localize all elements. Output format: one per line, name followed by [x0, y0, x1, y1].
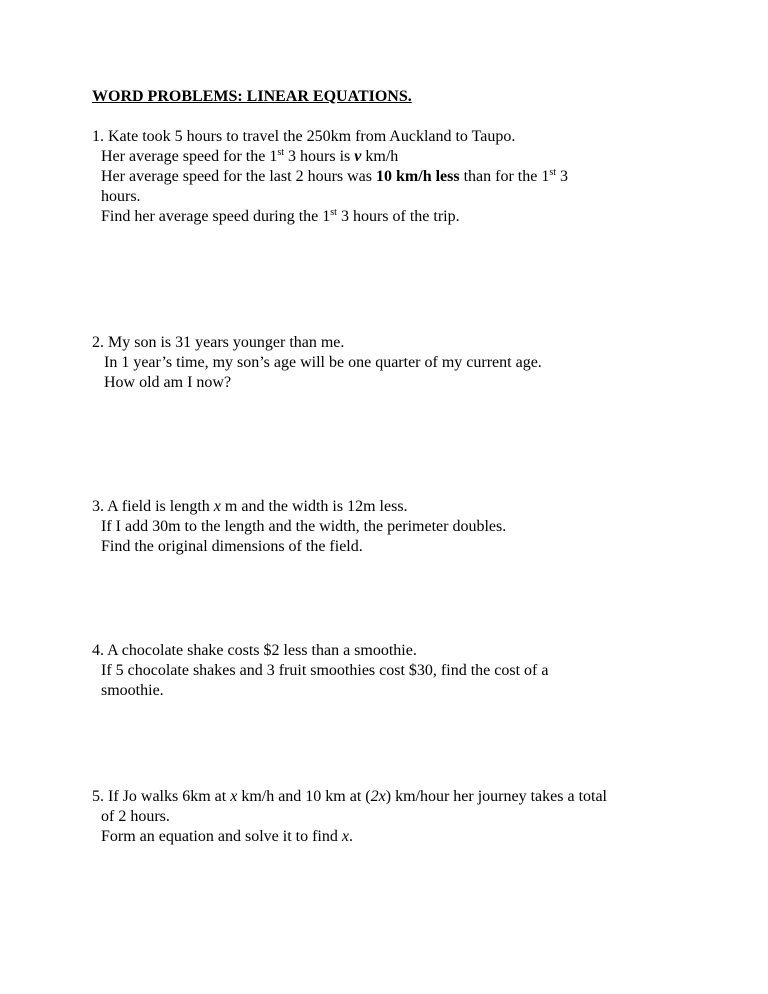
variable-x: x [230, 788, 238, 805]
problem-4-line-3: smoothie. [101, 682, 164, 699]
problem-3-line-3: Find the original dimensions of the field. [101, 538, 363, 555]
variable-x: x [213, 498, 221, 515]
variable-x: x [341, 828, 349, 845]
problem-3-line-2: If I add 30m to the length and the width, the perimeter doubles. [101, 518, 507, 535]
problem-4 [92, 641, 712, 701]
problem-1-line-3: Her average speed for the last 2 hours was 10 km/h less than for the 1st 3 [101, 167, 569, 185]
problem-5-line-3: Form an equation and solve it to find x. [101, 828, 353, 845]
problem-2-line-1: 2. My son is 31 years younger than me. [92, 334, 345, 351]
problem-3 [92, 497, 712, 557]
problem-5 [92, 787, 712, 847]
variable-2x: 2x [370, 788, 386, 805]
problem-5-line-2: of 2 hours. [101, 808, 170, 825]
problem-1-line-1: 1. Kate took 5 hours to travel the 250km from Auckland to Taupo. [92, 128, 516, 145]
problem-4-line-1: 4. A chocolate shake costs $2 less than a smoothie. [92, 642, 417, 659]
problem-1 [92, 127, 712, 227]
problem-3-line-1: 3. A field is length x m and the width is 12m less. [92, 498, 408, 515]
problem-1-line-5: Find her average speed during the 1st 3 hours of the trip. [101, 207, 460, 225]
emphasis-10kmh-less: 10 km/h less [376, 168, 460, 185]
problem-1-line-4: hours. [101, 188, 141, 205]
problem-2 [92, 333, 712, 393]
problem-2-line-3: How old am I now? [104, 374, 232, 391]
problem-2-line-2: In 1 year’s time, my son’s age will be one quarter of my current age. [104, 354, 542, 371]
problem-4-line-2: If 5 chocolate shakes and 3 fruit smoothies cost $30, find the cost of a [101, 662, 549, 679]
problem-1-line-2: Her average speed for the 1st 3 hours is v km/h [101, 147, 399, 165]
worksheet-title: WORD PROBLEMS: LINEAR EQUATIONS. [92, 88, 412, 105]
problem-5-line-1: 5. If Jo walks 6km at x km/h and 10 km at (2x) km/hour her journey takes a total [92, 788, 607, 805]
variable-v: v [354, 148, 362, 165]
